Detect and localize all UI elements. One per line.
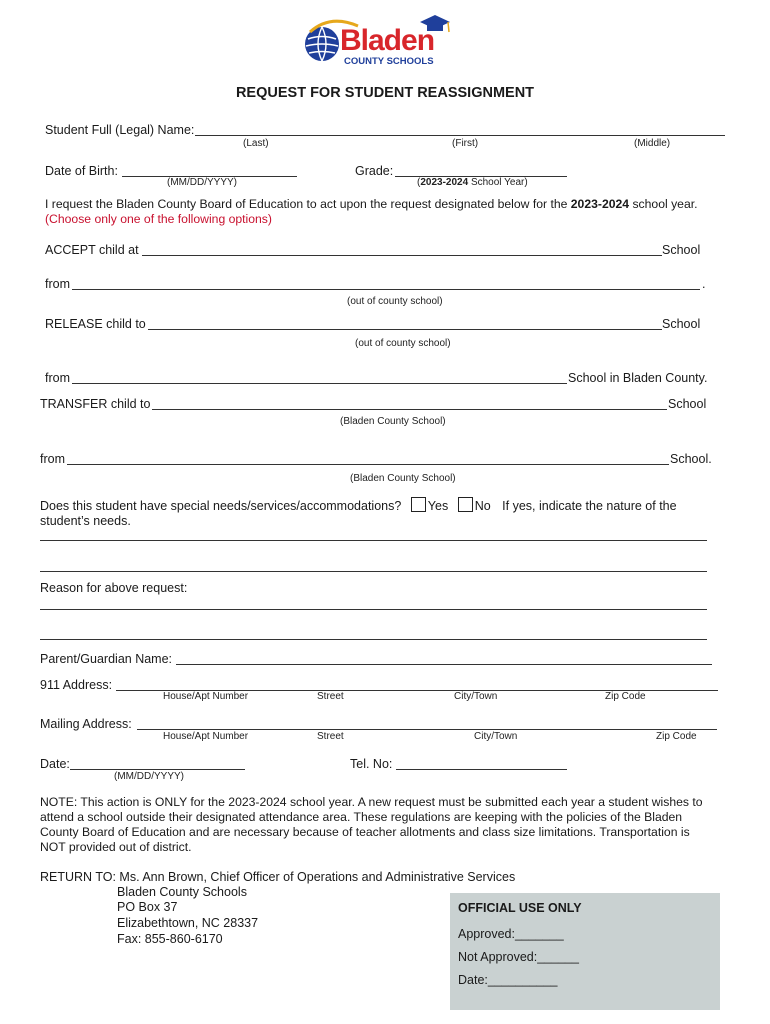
middle-name-hint: (Middle)	[634, 138, 671, 149]
release-label: RELEASE child to	[45, 317, 146, 331]
special-needs-line-2[interactable]	[40, 571, 707, 572]
reason-line-1[interactable]	[40, 609, 707, 610]
release-school-suffix: School	[662, 317, 701, 331]
mailing-city-hint: City/Town	[474, 731, 518, 742]
last-name-hint: (Last)	[243, 138, 269, 149]
logo-subtitle: COUNTY SCHOOLS	[344, 56, 434, 67]
return-city: Elizabethtown, NC 28337	[117, 916, 259, 930]
transfer-school-suffix: School	[668, 397, 707, 411]
mailing-zip-hint: Zip Code	[656, 731, 697, 742]
request-paragraph: I request the Bladen County Board of Education to act upon the request designated below for the 2023-2024 school year. (Choose only one of the following options)	[45, 197, 698, 226]
address-911-house-hint: House/Apt Number	[163, 691, 249, 702]
date-hint: (MM/DD/YYYY)	[114, 771, 184, 782]
not-approved-field: Not Approved:______	[458, 950, 579, 964]
note-paragraph: NOTE: This action is ONLY for the 2023-2024 school year. A new request must be submitted each year a student wishes to attend a school outside their designated attendance area. These regulations are keeping with the policies of the Bladen County Board of Education and are necessary because of teacher allotments and class size limitations. Transportation is NOT provided out of district.	[40, 795, 703, 854]
dob-hint: (MM/DD/YYYY)	[167, 177, 237, 188]
official-use-heading: OFFICIAL USE ONLY	[458, 901, 582, 915]
date-label: Date:	[40, 757, 70, 771]
special-needs-line2: student’s needs.	[40, 514, 131, 528]
reason-label: Reason for above request:	[40, 581, 188, 595]
date-field[interactable]	[70, 769, 245, 770]
address-911-zip-hint: Zip Code	[605, 691, 646, 702]
no-checkbox[interactable]	[458, 497, 473, 512]
parent-name-field[interactable]	[176, 664, 712, 665]
accept-hint: (out of county school)	[347, 296, 443, 307]
accept-school-suffix: School	[662, 243, 701, 257]
tel-field[interactable]	[396, 769, 567, 770]
accept-school-field[interactable]	[142, 255, 662, 256]
mailing-street-hint: Street	[317, 731, 344, 742]
special-needs-followup: If yes, indicate the nature of the	[502, 499, 677, 513]
no-label: No	[474, 499, 491, 513]
special-needs-line-1[interactable]	[40, 540, 707, 541]
logo-brand: Bladen	[340, 24, 435, 57]
address-911-label: 911 Address:	[40, 678, 113, 692]
special-needs-question: Does this student have special needs/services/accommodations?	[40, 499, 402, 513]
release-from-label: from	[45, 371, 70, 385]
approved-field: Approved:_______	[458, 927, 564, 941]
return-name: Ms. Ann Brown, Chief Officer of Operations and Administrative Services	[119, 870, 516, 884]
return-org: Bladen County Schools	[117, 885, 247, 899]
option-note: (Choose only one of the following options)	[45, 212, 272, 226]
dob-label: Date of Birth:	[45, 164, 118, 178]
form-title: REQUEST FOR STUDENT REASSIGNMENT	[235, 85, 535, 101]
yes-checkbox[interactable]	[411, 497, 426, 512]
address-911-street-hint: Street	[317, 691, 344, 702]
first-name-hint: (First)	[452, 138, 479, 149]
return-box: PO Box 37	[117, 900, 178, 914]
reason-line-2[interactable]	[40, 639, 707, 640]
transfer-from-suffix: School.	[670, 452, 712, 466]
accept-label: ACCEPT child at	[45, 243, 139, 257]
grade-label: Grade:	[355, 164, 394, 178]
accept-from-field[interactable]	[72, 289, 700, 290]
office-date-field: Date:__________	[458, 973, 558, 987]
transfer-hint-2: (Bladen County School)	[350, 473, 456, 484]
transfer-from-field[interactable]	[67, 464, 669, 465]
release-from-field[interactable]	[72, 383, 567, 384]
return-fax: Fax: 855-860-6170	[117, 932, 223, 946]
bladen-logo	[300, 12, 470, 72]
mailing-label: Mailing Address:	[40, 717, 132, 731]
transfer-school-field[interactable]	[152, 409, 667, 410]
mailing-address-field[interactable]	[137, 729, 717, 730]
official-use-box	[450, 893, 720, 1010]
parent-label: Parent/Guardian Name:	[40, 652, 173, 666]
yes-label: Yes	[427, 499, 449, 513]
release-school-field[interactable]	[148, 329, 662, 330]
address-911-city-hint: City/Town	[454, 691, 498, 702]
transfer-hint: (Bladen County School)	[340, 416, 446, 427]
release-from-suffix: School in Bladen County.	[568, 371, 708, 385]
accept-from-end: .	[702, 277, 706, 291]
return-label: RETURN TO: Ms. Ann Brown, Chief Officer of Operations and Administrative Services	[40, 870, 516, 884]
accept-from-label: from	[45, 277, 70, 291]
grade-year-hint: (2023-2024 School Year)	[417, 177, 528, 188]
release-hint: (out of county school)	[355, 338, 451, 349]
tel-label: Tel. No:	[350, 757, 393, 771]
student-name-label: Student Full (Legal) Name:	[45, 123, 195, 137]
transfer-label: TRANSFER child to	[40, 397, 151, 411]
student-name-field[interactable]	[195, 135, 725, 136]
mailing-house-hint: House/Apt Number	[163, 731, 249, 742]
special-needs-row	[40, 497, 677, 513]
transfer-from-label: from	[40, 452, 65, 466]
